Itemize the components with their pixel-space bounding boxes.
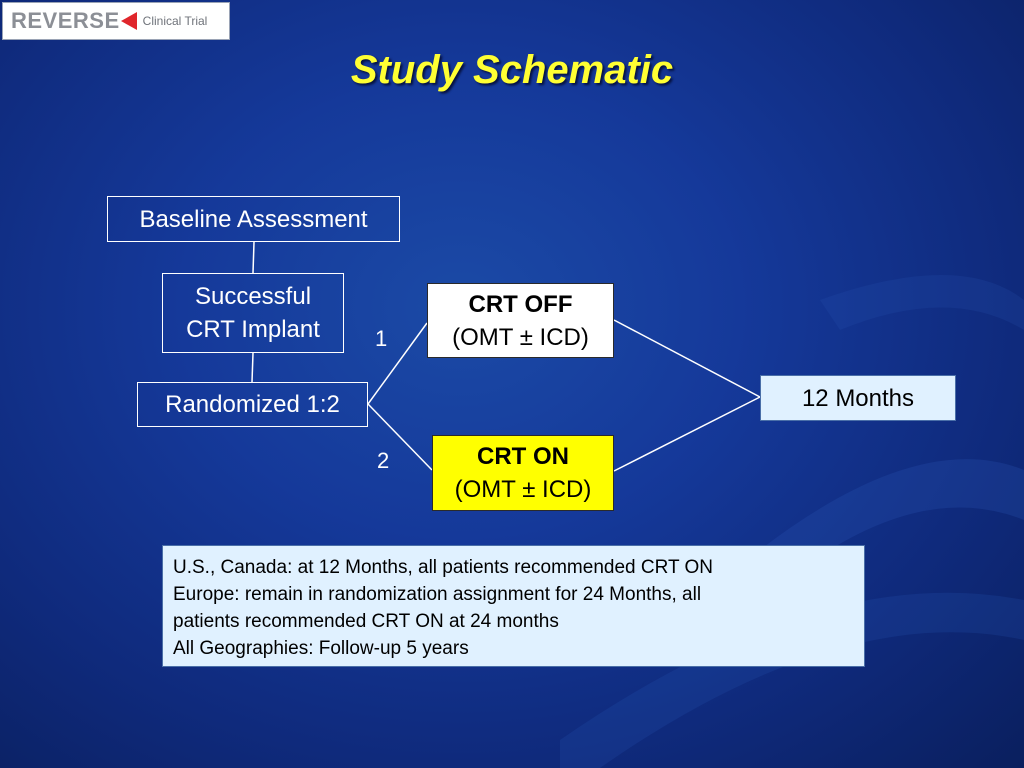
notes-box [162, 545, 865, 667]
logo-subtitle: Clinical Trial [142, 14, 208, 28]
baseline-assessment-box [107, 196, 400, 242]
arm1-number: 1 [375, 326, 388, 351]
notes-line-3: patients recommended CRT ON at 24 months [173, 611, 559, 632]
baseline-assessment-label: Baseline Assessment [139, 205, 368, 233]
notes-line-4: All Geographies: Follow-up 5 years [173, 638, 469, 659]
randomized-box [137, 382, 368, 427]
arm2-number: 2 [377, 448, 390, 473]
logo-word: REVERSE [11, 8, 120, 33]
notes-line-1: U.S., Canada: at 12 Months, all patients recommended CRT ON [173, 557, 714, 578]
connector-crt-on-12months [614, 397, 760, 471]
randomized-label: Randomized 1:2 [165, 391, 340, 418]
connector-crt-off-12months [614, 320, 760, 397]
crt-off-box [427, 283, 614, 358]
crt-on-title: CRT ON [477, 443, 569, 470]
twelve-months-box [760, 375, 956, 421]
crt-on-box [432, 435, 614, 511]
crt-implant-box [162, 273, 344, 353]
crt-off-title: CRT OFF [468, 290, 573, 318]
crt-implant-line1: Successful [194, 283, 312, 310]
connector-implant-randomized [252, 353, 253, 382]
twelve-months-label: 12 Months [801, 384, 915, 412]
notes-line-2: Europe: remain in randomization assignment for 24 Months, all [173, 584, 702, 605]
slide-title: Study Schematic [350, 48, 674, 92]
crt-implant-line2: CRT Implant [186, 316, 320, 343]
crt-off-subtitle: (OMT ± ICD) [452, 323, 589, 351]
connector-baseline-implant [253, 242, 254, 273]
crt-on-subtitle: (OMT ± ICD) [454, 476, 592, 503]
